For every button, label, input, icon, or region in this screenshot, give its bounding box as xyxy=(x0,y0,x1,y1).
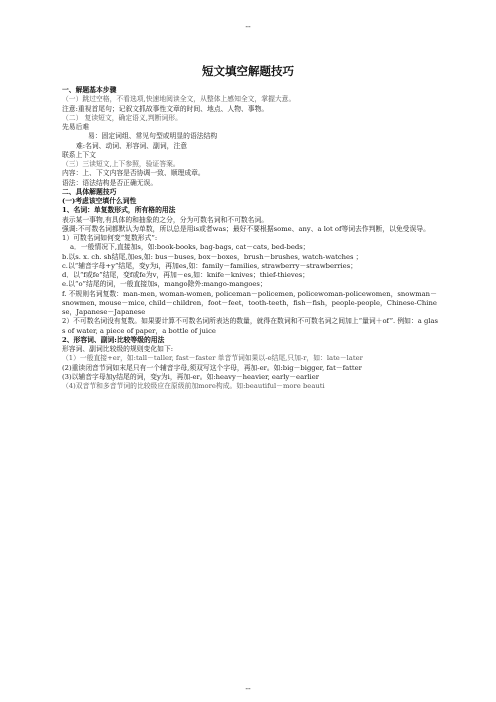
body-line: 先易后难 xyxy=(62,123,90,131)
body-line: 内容：上、下文内容是否协调一致、顺理成章。 xyxy=(62,169,205,178)
body-line: （三）三读短文,上下参照，验证答案。 xyxy=(62,160,180,168)
body-line: 难:名词、动词、形容词、副词，注意 xyxy=(76,141,188,150)
body-line: (3)以辅音字母加y结尾的词，变y为i，再加-er。如:heavy－heavier, early－earlier xyxy=(62,372,319,381)
document-title: 短文填空解题技巧 xyxy=(202,64,294,78)
section-heading: 一、解题基本步骤 xyxy=(62,86,117,94)
body-line: 表示某一事物,有具体的和抽象的之分，分为可数名词和不可数名词。 xyxy=(62,215,269,224)
body-line: （4)双音节和多音节词的比较级应在原级前加more构成。如:beautiful－more beauti xyxy=(62,382,325,390)
body-line: （二） 复读短文，确定语义,判断词形。 xyxy=(62,113,182,122)
body-line: （1）一般直接+er，如:tall－taller, fast－faster 单音节词如果以-e结尾,只加-r，如：late－later xyxy=(62,354,363,363)
section-heading: 1、名词：单复数形式，所有格的用法 xyxy=(62,206,176,215)
section-heading: (一)考虑该空填什么词性 xyxy=(62,197,137,205)
section-heading: 二、具体解题技巧 xyxy=(62,187,117,196)
body-line: （一）跳过空格，不看选项,快速地阅读全文，从整体上感知全文，掌握大意。 xyxy=(62,95,296,104)
body-line: f. 不规则名词复数：man-men, woman-women, policeman－policemen, policewoman-policewomen，snowman－snowmen, mouse－mice, child－children，foot－feet，tooth-teeth，fish－fish，people-people，Chinese-Chinese，Japanese－Japanese xyxy=(62,289,437,316)
body-line: 形容词、副词比较级的规则变化如下: xyxy=(62,345,174,353)
body-line: 语法：语法结构是否正确无误。 xyxy=(62,178,158,187)
page-header-marker: -- xyxy=(245,22,251,31)
body-line: a．一般情况下,直接加s，如:book-books, bag-bags, cat－cats, bed-beds； xyxy=(70,243,310,252)
body-line: 注意:重视首尾句；记叙文抓故事性文章的时间、地点、人物、事物。 xyxy=(62,104,269,113)
body-line: (2)重读闭音节词如末尾只有一个辅音字母,须双写这个字母，再加-er。如:big－bigger, fat－fatter xyxy=(62,363,362,372)
body-line: 联系上下文 xyxy=(62,150,96,159)
body-line: 易：固定词组、常见句型或明显的语法结构 xyxy=(88,132,218,141)
page-footer-marker: -- xyxy=(245,684,251,693)
body-line: 2）不可数名词没有复数。如果要计算不可数名词所表达的数量，就得在数词和不可数名词之间加上“量词＋of”. 例如：a glass of water, a piece of paper，a bottle of juice xyxy=(62,317,439,335)
document-body xyxy=(62,86,440,391)
section-heading: 2、形容词、副词:比较等级的用法 xyxy=(62,335,165,344)
body-line: b.以s. x. ch. sh结尾,加es,如: bus－buses, box－boxes，brush－brushes, watch-watches ； xyxy=(62,252,363,261)
body-line: e.以“o”结尾的词，一般直接加s，mango除外:mango-mangoes； xyxy=(62,280,267,289)
body-line: 1）可数名词如何变“复数形式”: xyxy=(62,234,158,242)
body-line: c.以“辅音字母+y”结尾，变y为i，再加es,如：family－families, strawberry－strawberries； xyxy=(62,261,357,270)
body-line: d．以“f或fe”结尾，变f或fe为v，再加－es,如：knife－knives；thief-thieves； xyxy=(62,271,310,279)
body-line: 强调:不可数名词都默认为单数，所以总是用is或者was；最好不要根据some、any、a lot of等词去作判断，以免受误导。 xyxy=(62,224,430,233)
